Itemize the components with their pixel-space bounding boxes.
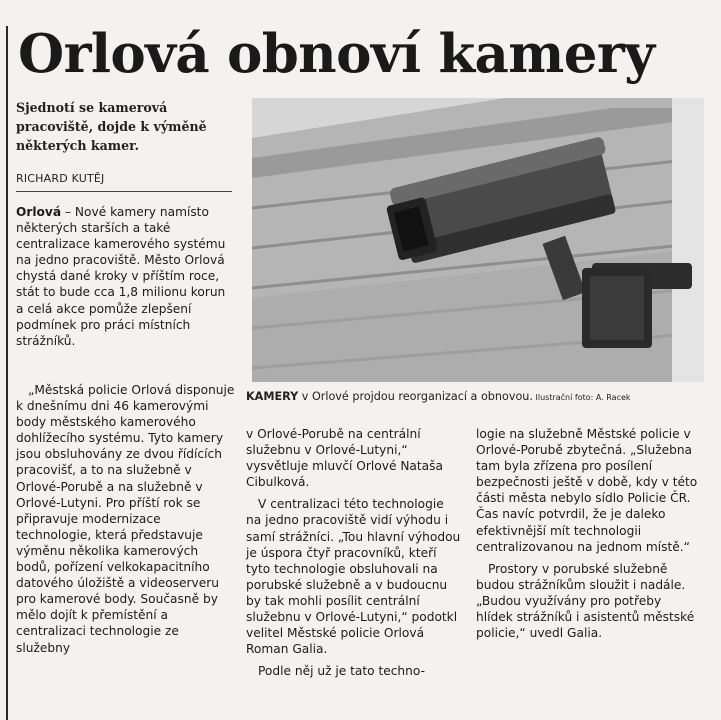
column-rule	[6, 26, 8, 720]
lead-paragraph	[16, 204, 234, 349]
lead-word: Orlová	[16, 205, 62, 219]
paragraph-quote-1: „Městská policie Orlová disponuje k dnešnímu dni 46 kamerovými body městského kamerového dohlížecího systému. Tyto kamery jsou obsluhovány ze dvou řídících pracovišť, a to na služebně v Orlové-Porubě a na služebně v Orlové-Lutyni. Pro příští rok se připravuje modernizace technologie, která představuje výměnu několika kamerových bodů, pořízení velkokapacitního datového úložiště a videoserveru pro kamerové body. Současně by mělo dojít k přemístění a centralizaci technologie ze služebny	[16, 383, 235, 655]
paragraph-premises: Prostory v porubské služebně budou strážníkům sloužit i nadále. „Budou využívány pro potřeby hlídek strážníků i asistentů městské policie,“ uvedl Galia.	[476, 561, 695, 641]
subheadline: Sjednotí se kamerová pracoviště, dojde k výměně některých kamer.	[16, 100, 207, 153]
photo-credit: Ilustrační foto: A. Racek	[532, 393, 631, 402]
byline-rule	[16, 191, 232, 192]
body-column-2	[246, 426, 462, 679]
caption-lead: KAMERY	[246, 390, 299, 403]
paragraph-according: Podle něj už je tato techno-	[258, 664, 425, 679]
paragraph-centralization: V centralizaci této technologie na jedno pracoviště vidí výhodu i samí strážníci. „Tou hlavní výhodou je úspora čtyř pracovníků, kteří tyto technologie obsluhovali na porubské služebně a v budoucnu by tak mohli posílit centrální služebnu v Orlové-Lutyni,“ podotkl velitel Městské policie Orlová Roman Galia.	[246, 497, 461, 657]
body-column-3	[476, 426, 701, 641]
caption-text: v Orlové projdou reorganizací a obnovou.	[298, 390, 533, 403]
paragraph-technology: logie na služebně Městské policie v Orlové-Porubě zbytečná. „Služebna tam byla zřízena pro posílení bezpečnosti ještě v době, kdy v této části města nebylo sídlo Policie ČR. Čas navíc potvrdil, že je daleko efektivnější mít technologii centralizovanou na jednom místě.“	[476, 427, 698, 554]
headline: Orlová obnoví kamery	[18, 23, 655, 85]
article-photo	[252, 98, 704, 382]
author-byline: RICHARD KUTĚJ	[16, 172, 105, 185]
security-camera-icon	[252, 98, 704, 382]
lead-paragraph-text: – Nové kamery namísto některých starších a také centralizace kamerového systému na jedno pracoviště. Město Orlová chystá dané kroky v příštím roce, stát to bude cca 1,8 milionu korun a celá akce pomůže zlepšení podmínek pro práci místních strážníků.	[16, 205, 226, 348]
body-column-1-bottom	[16, 382, 236, 656]
paragraph-continued: v Orlové-Porubě na centrální služebnu v Orlové-Lutyni,“ vysvětluje mluvčí Orlové Nataša Cibulková.	[246, 427, 443, 490]
photo-caption	[246, 390, 716, 403]
body-column-1-top	[16, 204, 234, 349]
